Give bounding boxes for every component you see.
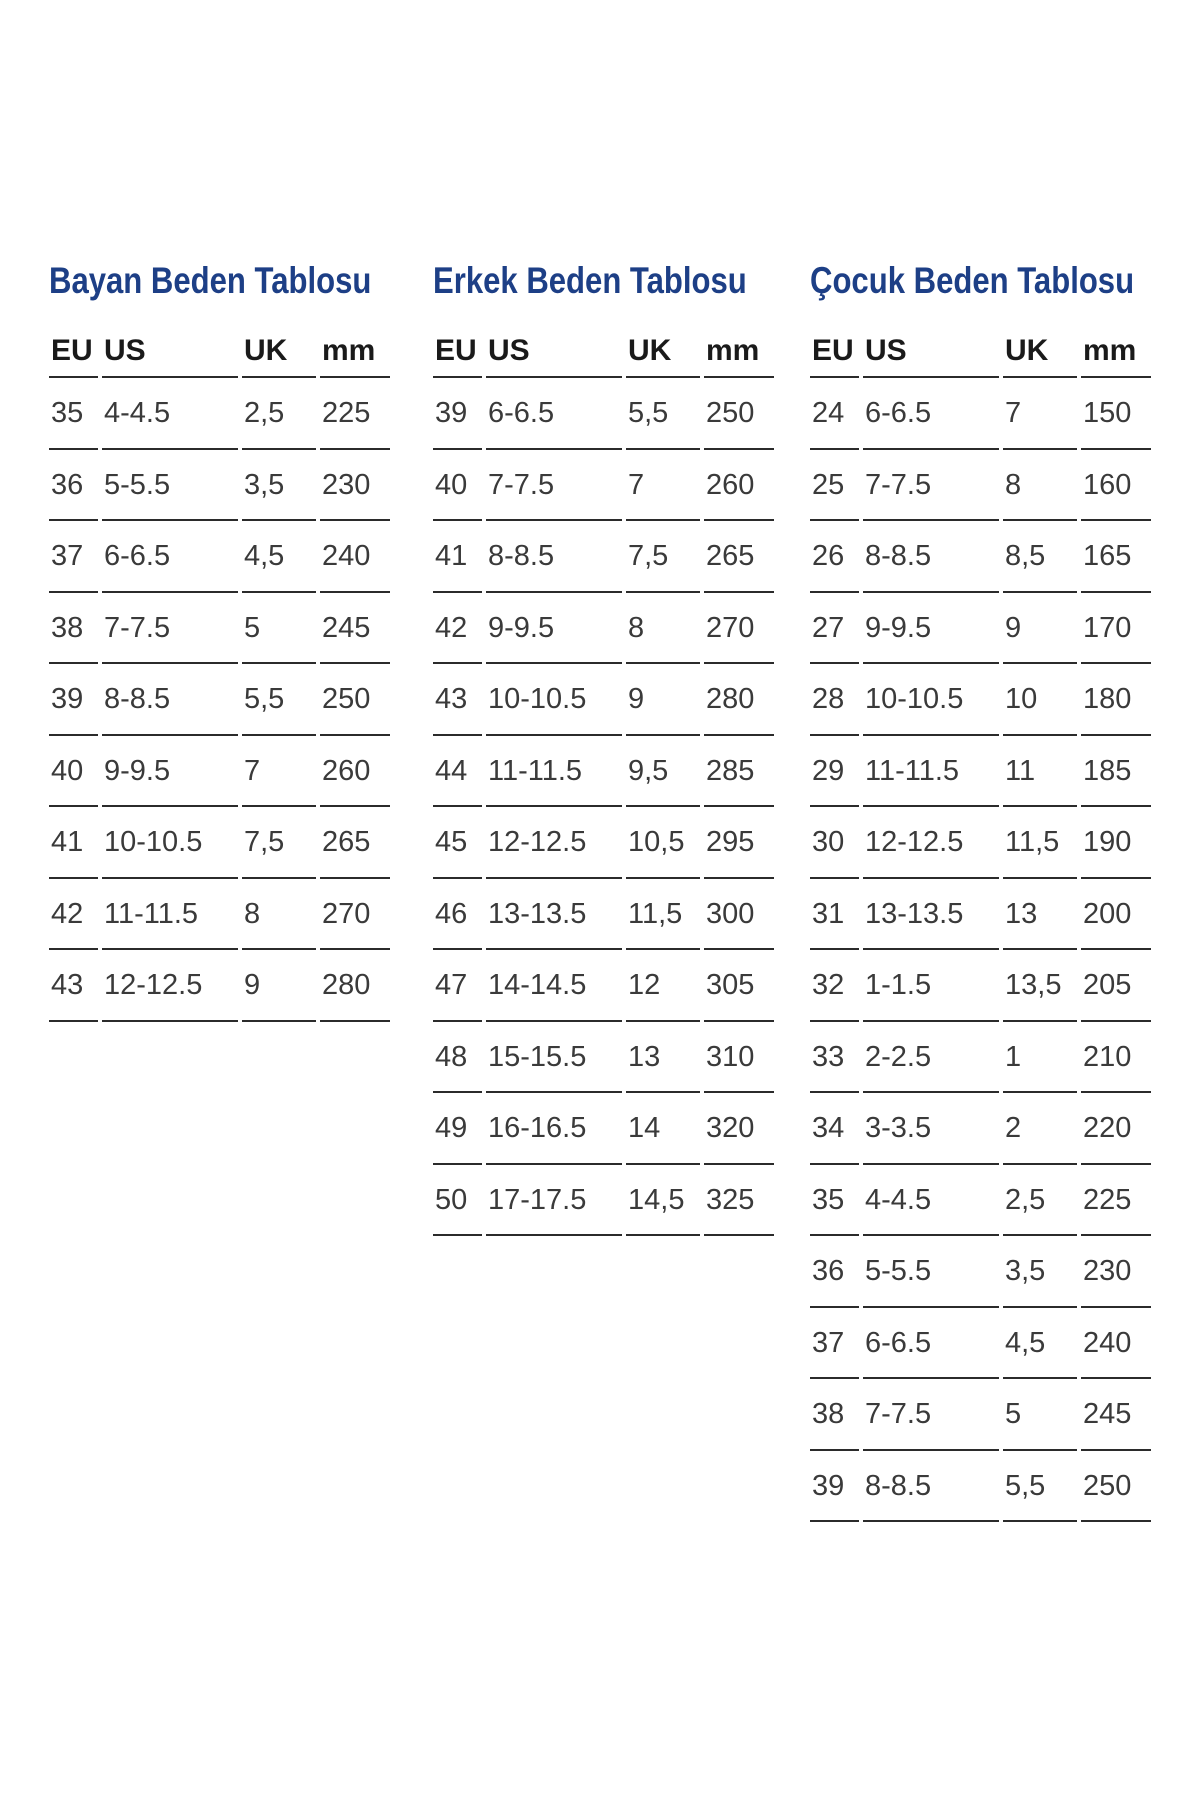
table-row <box>49 950 433 1022</box>
table-header <box>810 328 1196 378</box>
cell-uk: 9,5 <box>626 736 700 808</box>
size-grid <box>433 328 807 1236</box>
cell-eu: 50 <box>433 1165 482 1237</box>
cell-uk: 14 <box>626 1093 700 1165</box>
table-row <box>810 664 1196 736</box>
table-title: Çocuk Beden Tablosu <box>810 260 1135 301</box>
cell-us: 9-9.5 <box>102 736 238 808</box>
size-grid <box>49 328 433 1022</box>
cell-eu: 45 <box>433 807 482 879</box>
table-row <box>810 807 1196 879</box>
cell-us: 4-4.5 <box>102 378 238 450</box>
table-row <box>433 664 807 736</box>
cell-eu: 30 <box>810 807 859 879</box>
table-row <box>433 521 807 593</box>
cell-eu: 40 <box>49 736 98 808</box>
cell-us: 8-8.5 <box>102 664 238 736</box>
cell-uk: 5,5 <box>1003 1451 1077 1523</box>
cell-eu: 41 <box>433 521 482 593</box>
header-us: US <box>486 328 622 378</box>
cell-mm: 285 <box>704 736 774 808</box>
cell-uk: 2,5 <box>242 378 316 450</box>
header-mm: mm <box>1081 328 1151 378</box>
cell-uk: 2 <box>1003 1093 1077 1165</box>
table-title: Bayan Beden Tablosu <box>49 260 372 301</box>
cell-mm: 310 <box>704 1022 774 1094</box>
cell-eu: 25 <box>810 450 859 522</box>
cell-mm: 320 <box>704 1093 774 1165</box>
cell-uk: 8 <box>1003 450 1077 522</box>
header-uk: UK <box>1003 328 1077 378</box>
cell-mm: 300 <box>704 879 774 951</box>
header-eu: EU <box>49 328 98 378</box>
table-row <box>49 593 433 665</box>
cell-uk: 10,5 <box>626 807 700 879</box>
cell-mm: 245 <box>1081 1379 1151 1451</box>
cell-eu: 48 <box>433 1022 482 1094</box>
cell-us: 7-7.5 <box>102 593 238 665</box>
cell-us: 17-17.5 <box>486 1165 622 1237</box>
cell-eu: 43 <box>433 664 482 736</box>
cell-mm: 295 <box>704 807 774 879</box>
cell-uk: 11,5 <box>1003 807 1077 879</box>
cell-uk: 5 <box>242 593 316 665</box>
table-row <box>433 450 807 522</box>
table-row <box>433 1093 807 1165</box>
cell-us: 10-10.5 <box>863 664 999 736</box>
cell-mm: 225 <box>1081 1165 1151 1237</box>
cell-eu: 39 <box>810 1451 859 1523</box>
cell-us: 6-6.5 <box>486 378 622 450</box>
cell-eu: 35 <box>49 378 98 450</box>
cell-uk: 8 <box>626 593 700 665</box>
cell-eu: 42 <box>49 879 98 951</box>
table-row <box>810 450 1196 522</box>
cell-eu: 42 <box>433 593 482 665</box>
cell-mm: 170 <box>1081 593 1151 665</box>
table-row <box>810 1236 1196 1308</box>
header-mm: mm <box>320 328 390 378</box>
cell-eu: 31 <box>810 879 859 951</box>
cell-us: 12-12.5 <box>102 950 238 1022</box>
cell-us: 13-13.5 <box>863 879 999 951</box>
cell-us: 6-6.5 <box>102 521 238 593</box>
cell-mm: 270 <box>704 593 774 665</box>
cell-eu: 36 <box>810 1236 859 1308</box>
cell-uk: 1 <box>1003 1022 1077 1094</box>
cell-uk: 2,5 <box>1003 1165 1077 1237</box>
cell-us: 9-9.5 <box>863 593 999 665</box>
cell-uk: 5 <box>1003 1379 1077 1451</box>
cell-us: 1-1.5 <box>863 950 999 1022</box>
cell-eu: 33 <box>810 1022 859 1094</box>
cell-uk: 8 <box>242 879 316 951</box>
cell-uk: 4,5 <box>1003 1308 1077 1380</box>
cell-us: 11-11.5 <box>486 736 622 808</box>
table-row <box>49 664 433 736</box>
table-row <box>433 879 807 951</box>
cell-eu: 29 <box>810 736 859 808</box>
cell-us: 12-12.5 <box>486 807 622 879</box>
table-row <box>810 1451 1196 1523</box>
cell-us: 15-15.5 <box>486 1022 622 1094</box>
cell-uk: 8,5 <box>1003 521 1077 593</box>
cell-us: 14-14.5 <box>486 950 622 1022</box>
cell-uk: 7 <box>1003 378 1077 450</box>
cell-mm: 185 <box>1081 736 1151 808</box>
cell-mm: 270 <box>320 879 390 951</box>
cell-uk: 3,5 <box>242 450 316 522</box>
cell-mm: 190 <box>1081 807 1151 879</box>
cell-uk: 3,5 <box>1003 1236 1077 1308</box>
table-row <box>810 1308 1196 1380</box>
table-row <box>49 879 433 951</box>
cell-eu: 27 <box>810 593 859 665</box>
cell-eu: 39 <box>49 664 98 736</box>
table-title: Erkek Beden Tablosu <box>433 260 747 301</box>
cell-eu: 28 <box>810 664 859 736</box>
cell-eu: 38 <box>49 593 98 665</box>
cell-us: 7-7.5 <box>863 1379 999 1451</box>
cell-uk: 7,5 <box>626 521 700 593</box>
header-eu: EU <box>433 328 482 378</box>
cell-mm: 280 <box>704 664 774 736</box>
cell-us: 11-11.5 <box>102 879 238 951</box>
cell-mm: 265 <box>704 521 774 593</box>
cell-us: 2-2.5 <box>863 1022 999 1094</box>
table-row <box>810 1379 1196 1451</box>
table-row <box>49 450 433 522</box>
cell-eu: 39 <box>433 378 482 450</box>
cell-mm: 245 <box>320 593 390 665</box>
table-row <box>433 378 807 450</box>
cell-eu: 37 <box>810 1308 859 1380</box>
cell-mm: 150 <box>1081 378 1151 450</box>
table-row <box>810 950 1196 1022</box>
cell-us: 8-8.5 <box>863 1451 999 1523</box>
cell-eu: 49 <box>433 1093 482 1165</box>
cell-mm: 250 <box>320 664 390 736</box>
cell-uk: 13 <box>1003 879 1077 951</box>
cell-us: 9-9.5 <box>486 593 622 665</box>
cell-uk: 7 <box>626 450 700 522</box>
cell-mm: 225 <box>320 378 390 450</box>
cell-uk: 12 <box>626 950 700 1022</box>
cell-mm: 265 <box>320 807 390 879</box>
table-row <box>49 736 433 808</box>
header-us: US <box>863 328 999 378</box>
cell-uk: 7 <box>242 736 316 808</box>
table-row <box>49 378 433 450</box>
cell-mm: 160 <box>1081 450 1151 522</box>
cell-mm: 210 <box>1081 1022 1151 1094</box>
table-row <box>810 378 1196 450</box>
cell-mm: 240 <box>320 521 390 593</box>
cell-uk: 13 <box>626 1022 700 1094</box>
table-row <box>810 1022 1196 1094</box>
cell-eu: 32 <box>810 950 859 1022</box>
table-row <box>810 1165 1196 1237</box>
cell-uk: 9 <box>1003 593 1077 665</box>
cell-us: 5-5.5 <box>863 1236 999 1308</box>
table-row <box>49 807 433 879</box>
cell-us: 7-7.5 <box>486 450 622 522</box>
table-row <box>810 879 1196 951</box>
cell-eu: 37 <box>49 521 98 593</box>
cell-eu: 34 <box>810 1093 859 1165</box>
table-header <box>433 328 807 378</box>
cell-uk: 13,5 <box>1003 950 1077 1022</box>
cell-uk: 14,5 <box>626 1165 700 1237</box>
cell-us: 12-12.5 <box>863 807 999 879</box>
cell-mm: 220 <box>1081 1093 1151 1165</box>
cell-eu: 40 <box>433 450 482 522</box>
table-row <box>433 1165 807 1237</box>
table-row <box>433 593 807 665</box>
cell-mm: 305 <box>704 950 774 1022</box>
cell-uk: 5,5 <box>626 378 700 450</box>
cell-uk: 4,5 <box>242 521 316 593</box>
cell-mm: 200 <box>1081 879 1151 951</box>
cell-us: 5-5.5 <box>102 450 238 522</box>
table-row <box>810 593 1196 665</box>
cell-us: 10-10.5 <box>102 807 238 879</box>
cell-mm: 325 <box>704 1165 774 1237</box>
cell-eu: 35 <box>810 1165 859 1237</box>
cell-uk: 7,5 <box>242 807 316 879</box>
women-size-table <box>49 258 433 1022</box>
cell-eu: 41 <box>49 807 98 879</box>
cell-eu: 47 <box>433 950 482 1022</box>
cell-us: 3-3.5 <box>863 1093 999 1165</box>
cell-eu: 26 <box>810 521 859 593</box>
header-uk: UK <box>626 328 700 378</box>
cell-eu: 38 <box>810 1379 859 1451</box>
cell-uk: 5,5 <box>242 664 316 736</box>
cell-us: 8-8.5 <box>486 521 622 593</box>
cell-us: 11-11.5 <box>863 736 999 808</box>
cell-mm: 240 <box>1081 1308 1151 1380</box>
cell-uk: 11,5 <box>626 879 700 951</box>
table-row <box>810 521 1196 593</box>
table-row <box>49 521 433 593</box>
cell-mm: 250 <box>1081 1451 1151 1523</box>
cell-eu: 24 <box>810 378 859 450</box>
cell-us: 4-4.5 <box>863 1165 999 1237</box>
cell-mm: 230 <box>1081 1236 1151 1308</box>
table-row <box>433 1022 807 1094</box>
table-row <box>810 736 1196 808</box>
cell-us: 8-8.5 <box>863 521 999 593</box>
cell-mm: 205 <box>1081 950 1151 1022</box>
cell-uk: 9 <box>242 950 316 1022</box>
men-size-table <box>433 258 807 1236</box>
table-row <box>433 950 807 1022</box>
cell-us: 13-13.5 <box>486 879 622 951</box>
header-uk: UK <box>242 328 316 378</box>
cell-mm: 260 <box>704 450 774 522</box>
cell-us: 7-7.5 <box>863 450 999 522</box>
table-row <box>433 736 807 808</box>
cell-mm: 180 <box>1081 664 1151 736</box>
table-row <box>810 1093 1196 1165</box>
table-row <box>433 807 807 879</box>
cell-eu: 36 <box>49 450 98 522</box>
cell-mm: 250 <box>704 378 774 450</box>
cell-us: 6-6.5 <box>863 1308 999 1380</box>
cell-uk: 10 <box>1003 664 1077 736</box>
cell-us: 10-10.5 <box>486 664 622 736</box>
cell-uk: 9 <box>626 664 700 736</box>
cell-mm: 280 <box>320 950 390 1022</box>
cell-eu: 46 <box>433 879 482 951</box>
cell-uk: 11 <box>1003 736 1077 808</box>
table-header <box>49 328 433 378</box>
cell-mm: 260 <box>320 736 390 808</box>
cell-eu: 43 <box>49 950 98 1022</box>
header-mm: mm <box>704 328 774 378</box>
cell-us: 6-6.5 <box>863 378 999 450</box>
cell-us: 16-16.5 <box>486 1093 622 1165</box>
header-eu: EU <box>810 328 859 378</box>
size-grid <box>810 328 1196 1522</box>
cell-mm: 230 <box>320 450 390 522</box>
header-us: US <box>102 328 238 378</box>
cell-eu: 44 <box>433 736 482 808</box>
cell-mm: 165 <box>1081 521 1151 593</box>
kids-size-table <box>810 258 1196 1522</box>
